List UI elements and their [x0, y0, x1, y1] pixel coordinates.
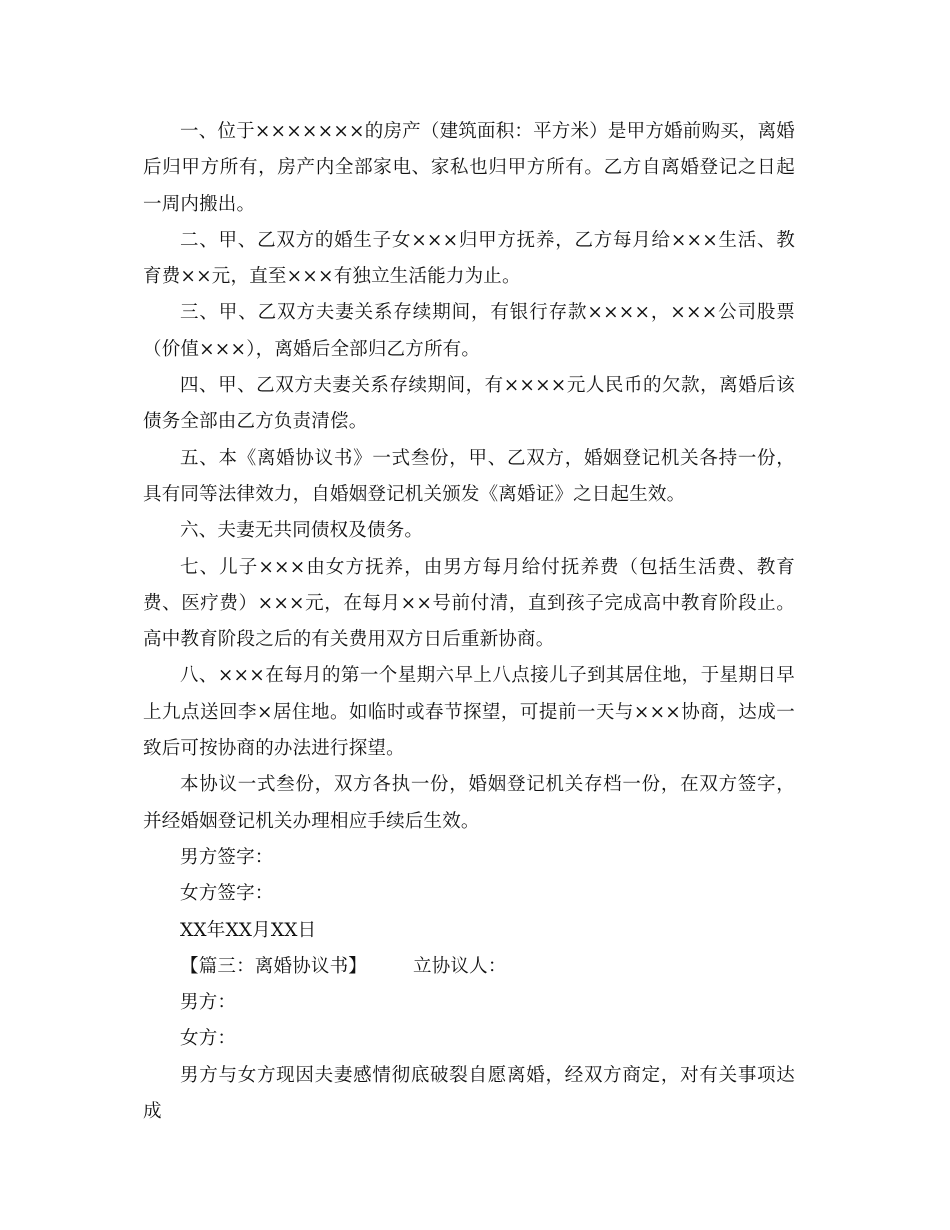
female-signature-label: 女方签字：	[180, 883, 274, 905]
clause-6: 六、夫妻无共同债权及债务。	[180, 520, 424, 542]
clause-8: 八、×××在每月的第一个星期六早上八点接儿子到其居住地，于星期日早上九点送回李×居住地。如临时或春节探望，可提前一天与×××协商，达成一致后可按协商的办法进行探望。	[143, 665, 795, 760]
section-heading-line	[143, 949, 795, 985]
clause-1: 一、位于×××××××的房产（建筑面积：平方米）是甲方婚前购买，离婚后归甲方所有，房产内全部家电、家私也归甲方所有。乙方自离婚登记之日起一周内搬出。	[143, 121, 795, 215]
male-party-label: 男方：	[180, 992, 237, 1014]
section-heading: 【篇三：离婚协议书】	[180, 955, 368, 977]
clause-2: 二、甲、乙双方的婚生子女×××归甲方抚养，乙方每月给×××生活、教育费××元，直至×××有独立生活能力为止。	[143, 229, 795, 288]
clause-3: 三、甲、乙双方夫妻关系存续期间，有银行存款××××，×××公司股票（价值×××），离婚后全部归乙方所有。	[143, 302, 795, 360]
female-party-label: 女方：	[180, 1028, 237, 1050]
clause-5: 五、本《离婚协议书》一式叁份，甲、乙双方，婚姻登记机关各持一份，具有同等法律效力，自婚姻登记机关颁发《离婚证》之日起生效。	[143, 447, 795, 505]
agreement-copies-clause: 本协议一式叁份，双方各执一份，婚姻登记机关存档一份，在双方签字，并经婚姻登记机关办理相应手续后生效。	[143, 774, 795, 832]
document-body	[143, 114, 795, 1130]
clause-7: 七、儿子×××由女方抚养，由男方每月给付抚养费（包括生活费、教育费、医疗费）×××元，在每月××号前付清，直到孩子完成高中教育阶段止。高中教育阶段之后的有关费用双方日后重新协商。	[143, 556, 795, 651]
date-line: XX年XX月XX日	[180, 919, 317, 941]
clause-4: 四、甲、乙双方夫妻关系存续期间，有××××元人民币的欠款，离婚后该债务全部由乙方负责清偿。	[143, 375, 795, 433]
male-signature-label: 男方签字：	[180, 846, 274, 868]
closing-paragraph: 男方与女方现因夫妻感情彻底破裂自愿离婚，经双方商定，对有关事项达成	[143, 1064, 795, 1123]
party-label: 立协议人：	[413, 955, 507, 977]
